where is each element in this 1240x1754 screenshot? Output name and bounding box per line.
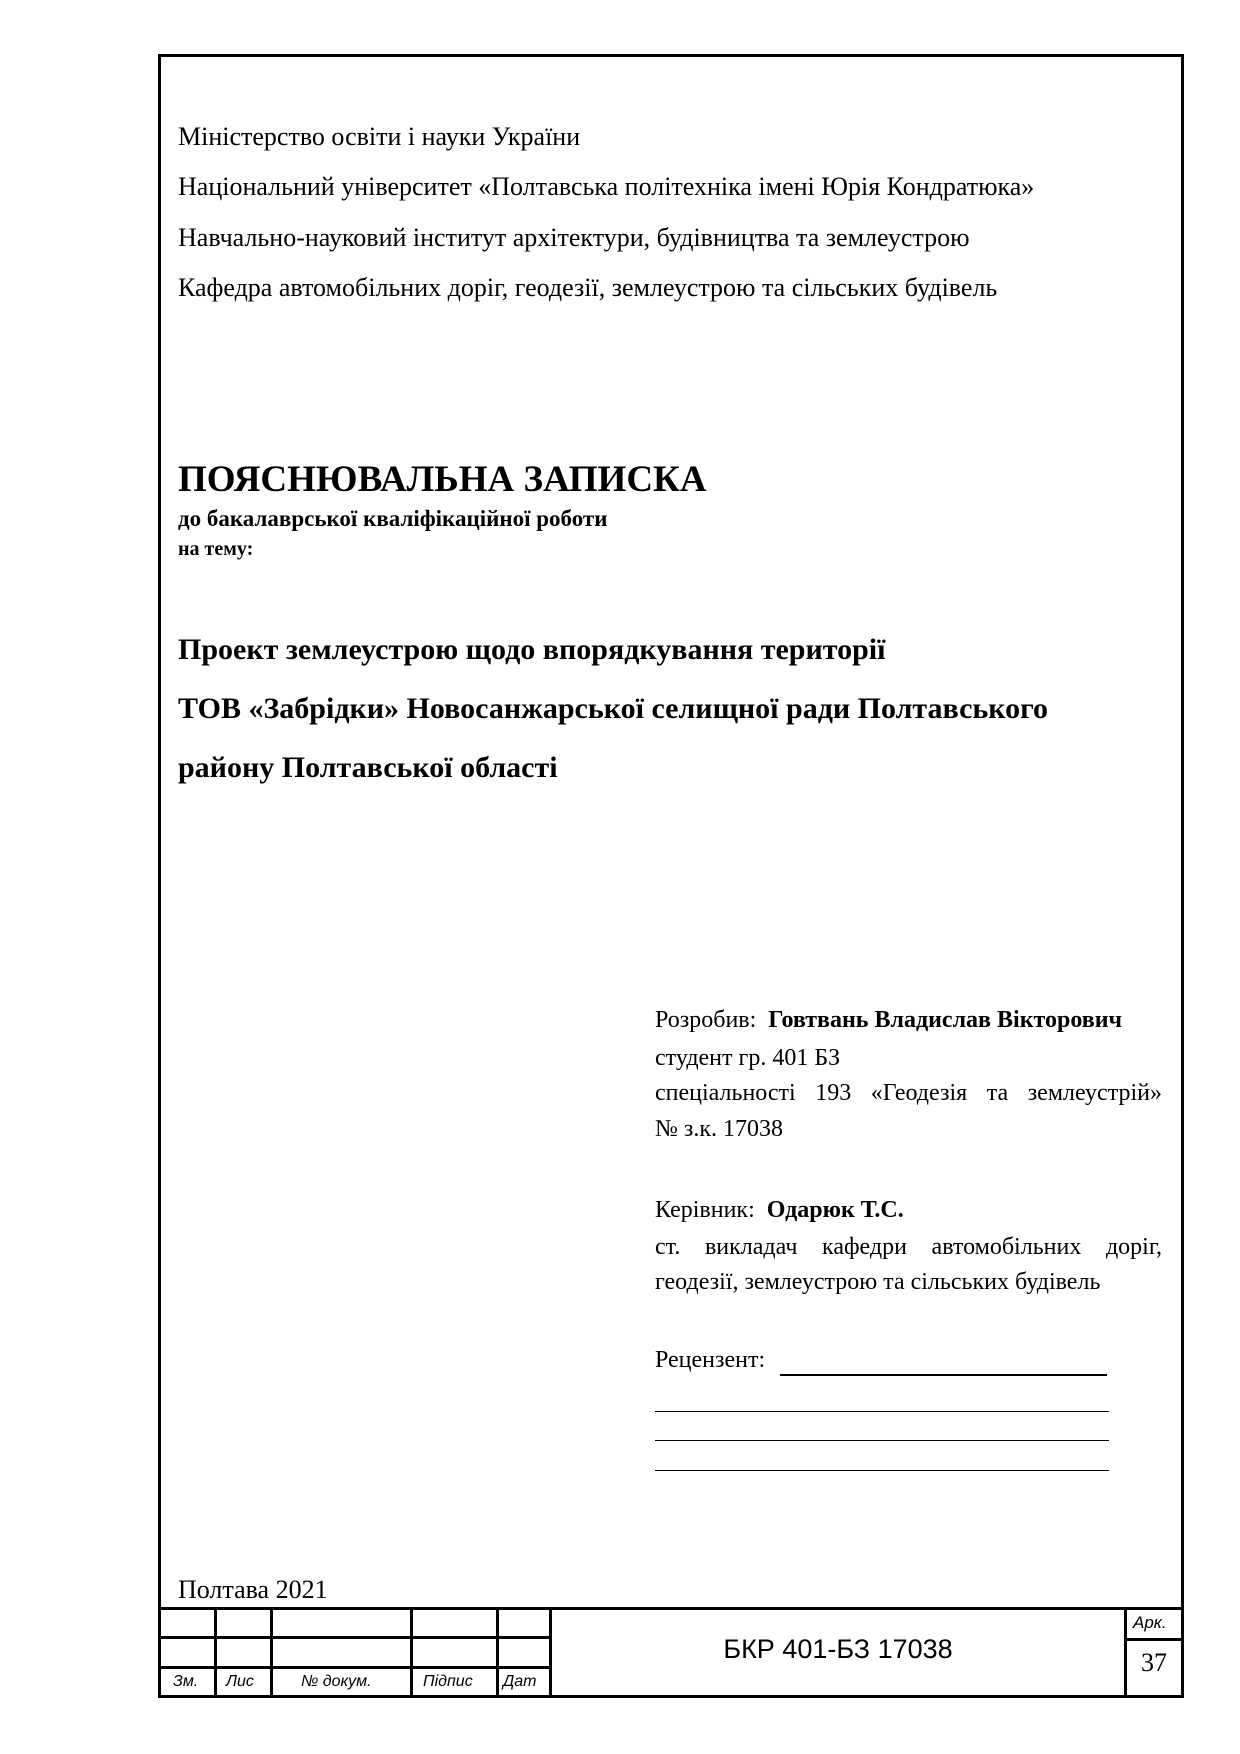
sheet-label: Арк.: [1133, 1613, 1167, 1632]
word: «Геодезія: [870, 1080, 968, 1106]
word: ст.: [655, 1234, 681, 1260]
supervisor-position: [655, 1234, 1162, 1261]
col-label: Дат: [503, 1673, 537, 1690]
city-year: Полтава 2021: [178, 1575, 328, 1604]
document-title: ПОЯСНЮВАЛЬНА ЗАПИСКА: [178, 459, 707, 500]
document-code: БКР 401-БЗ 17038: [723, 1634, 953, 1664]
topic-line-3: району Полтавської області: [178, 751, 558, 784]
col-label: № докум.: [301, 1673, 372, 1690]
supervisor-row: [655, 1197, 904, 1224]
reviewer-line: [655, 1411, 1109, 1412]
author-row: [655, 1007, 1122, 1034]
author-name: Говтвань Владислав Вікторович: [768, 1007, 1123, 1033]
word: та: [986, 1080, 1009, 1106]
reviewer-line: [655, 1470, 1109, 1471]
supervisor-position-2: геодезії, землеустрою та сільських будівель: [655, 1269, 1101, 1295]
reviewer-line: [655, 1440, 1109, 1441]
supervisor-label: Керівник:: [655, 1197, 755, 1223]
university: Національний університет «Полтавська політехніка імені Юрія Кондратюка»: [178, 172, 1035, 201]
topic-line-1: Проект землеустрою щодо впорядкування території: [178, 633, 886, 666]
divider: [496, 1610, 499, 1698]
divider: [161, 1636, 549, 1639]
word: викладач: [704, 1234, 798, 1260]
institute: Навчально-науковий інститут архітектури, будівництва та землеустрою: [178, 223, 970, 252]
word: землеустрій»: [1027, 1080, 1162, 1106]
reviewer-label: Рецензент:: [655, 1347, 766, 1373]
word: спеціальності: [655, 1080, 796, 1106]
topic-label: на тему:: [178, 538, 254, 560]
author-record: № з.к. 17038: [655, 1116, 784, 1142]
col-label: Лис: [226, 1673, 254, 1690]
col-label: Підпис: [423, 1673, 473, 1690]
ministry: Міністерство освіти і науки України: [178, 122, 581, 151]
supervisor-name: Одарюк Т.С.: [766, 1197, 904, 1223]
author-group: студент гр. 401 БЗ: [655, 1045, 841, 1071]
word: автомобільних: [931, 1234, 1082, 1260]
document-subtitle: до бакалаврської кваліфікаційної роботи: [178, 506, 608, 531]
reviewer-line: [780, 1374, 1107, 1376]
divider: [270, 1610, 273, 1698]
divider: [1124, 1638, 1181, 1641]
department: Кафедра автомобільних доріг, геодезії, землеустрою та сільських будівель: [178, 273, 998, 302]
divider: [214, 1610, 217, 1698]
word: доріг,: [1105, 1234, 1162, 1260]
author-label: Розробив:: [655, 1007, 757, 1033]
author-specialty: [655, 1080, 1162, 1107]
topic-line-2: ТОВ «Забрідки» Новосанжарської селищної ради Полтавського: [178, 692, 1049, 725]
divider: [161, 1666, 549, 1669]
sheet-number: 37: [1141, 1648, 1167, 1677]
word: 193: [815, 1080, 852, 1106]
word: кафедри: [822, 1234, 907, 1260]
title-block: [161, 1607, 1181, 1698]
col-label: Зм.: [173, 1673, 199, 1690]
divider: [410, 1610, 413, 1698]
